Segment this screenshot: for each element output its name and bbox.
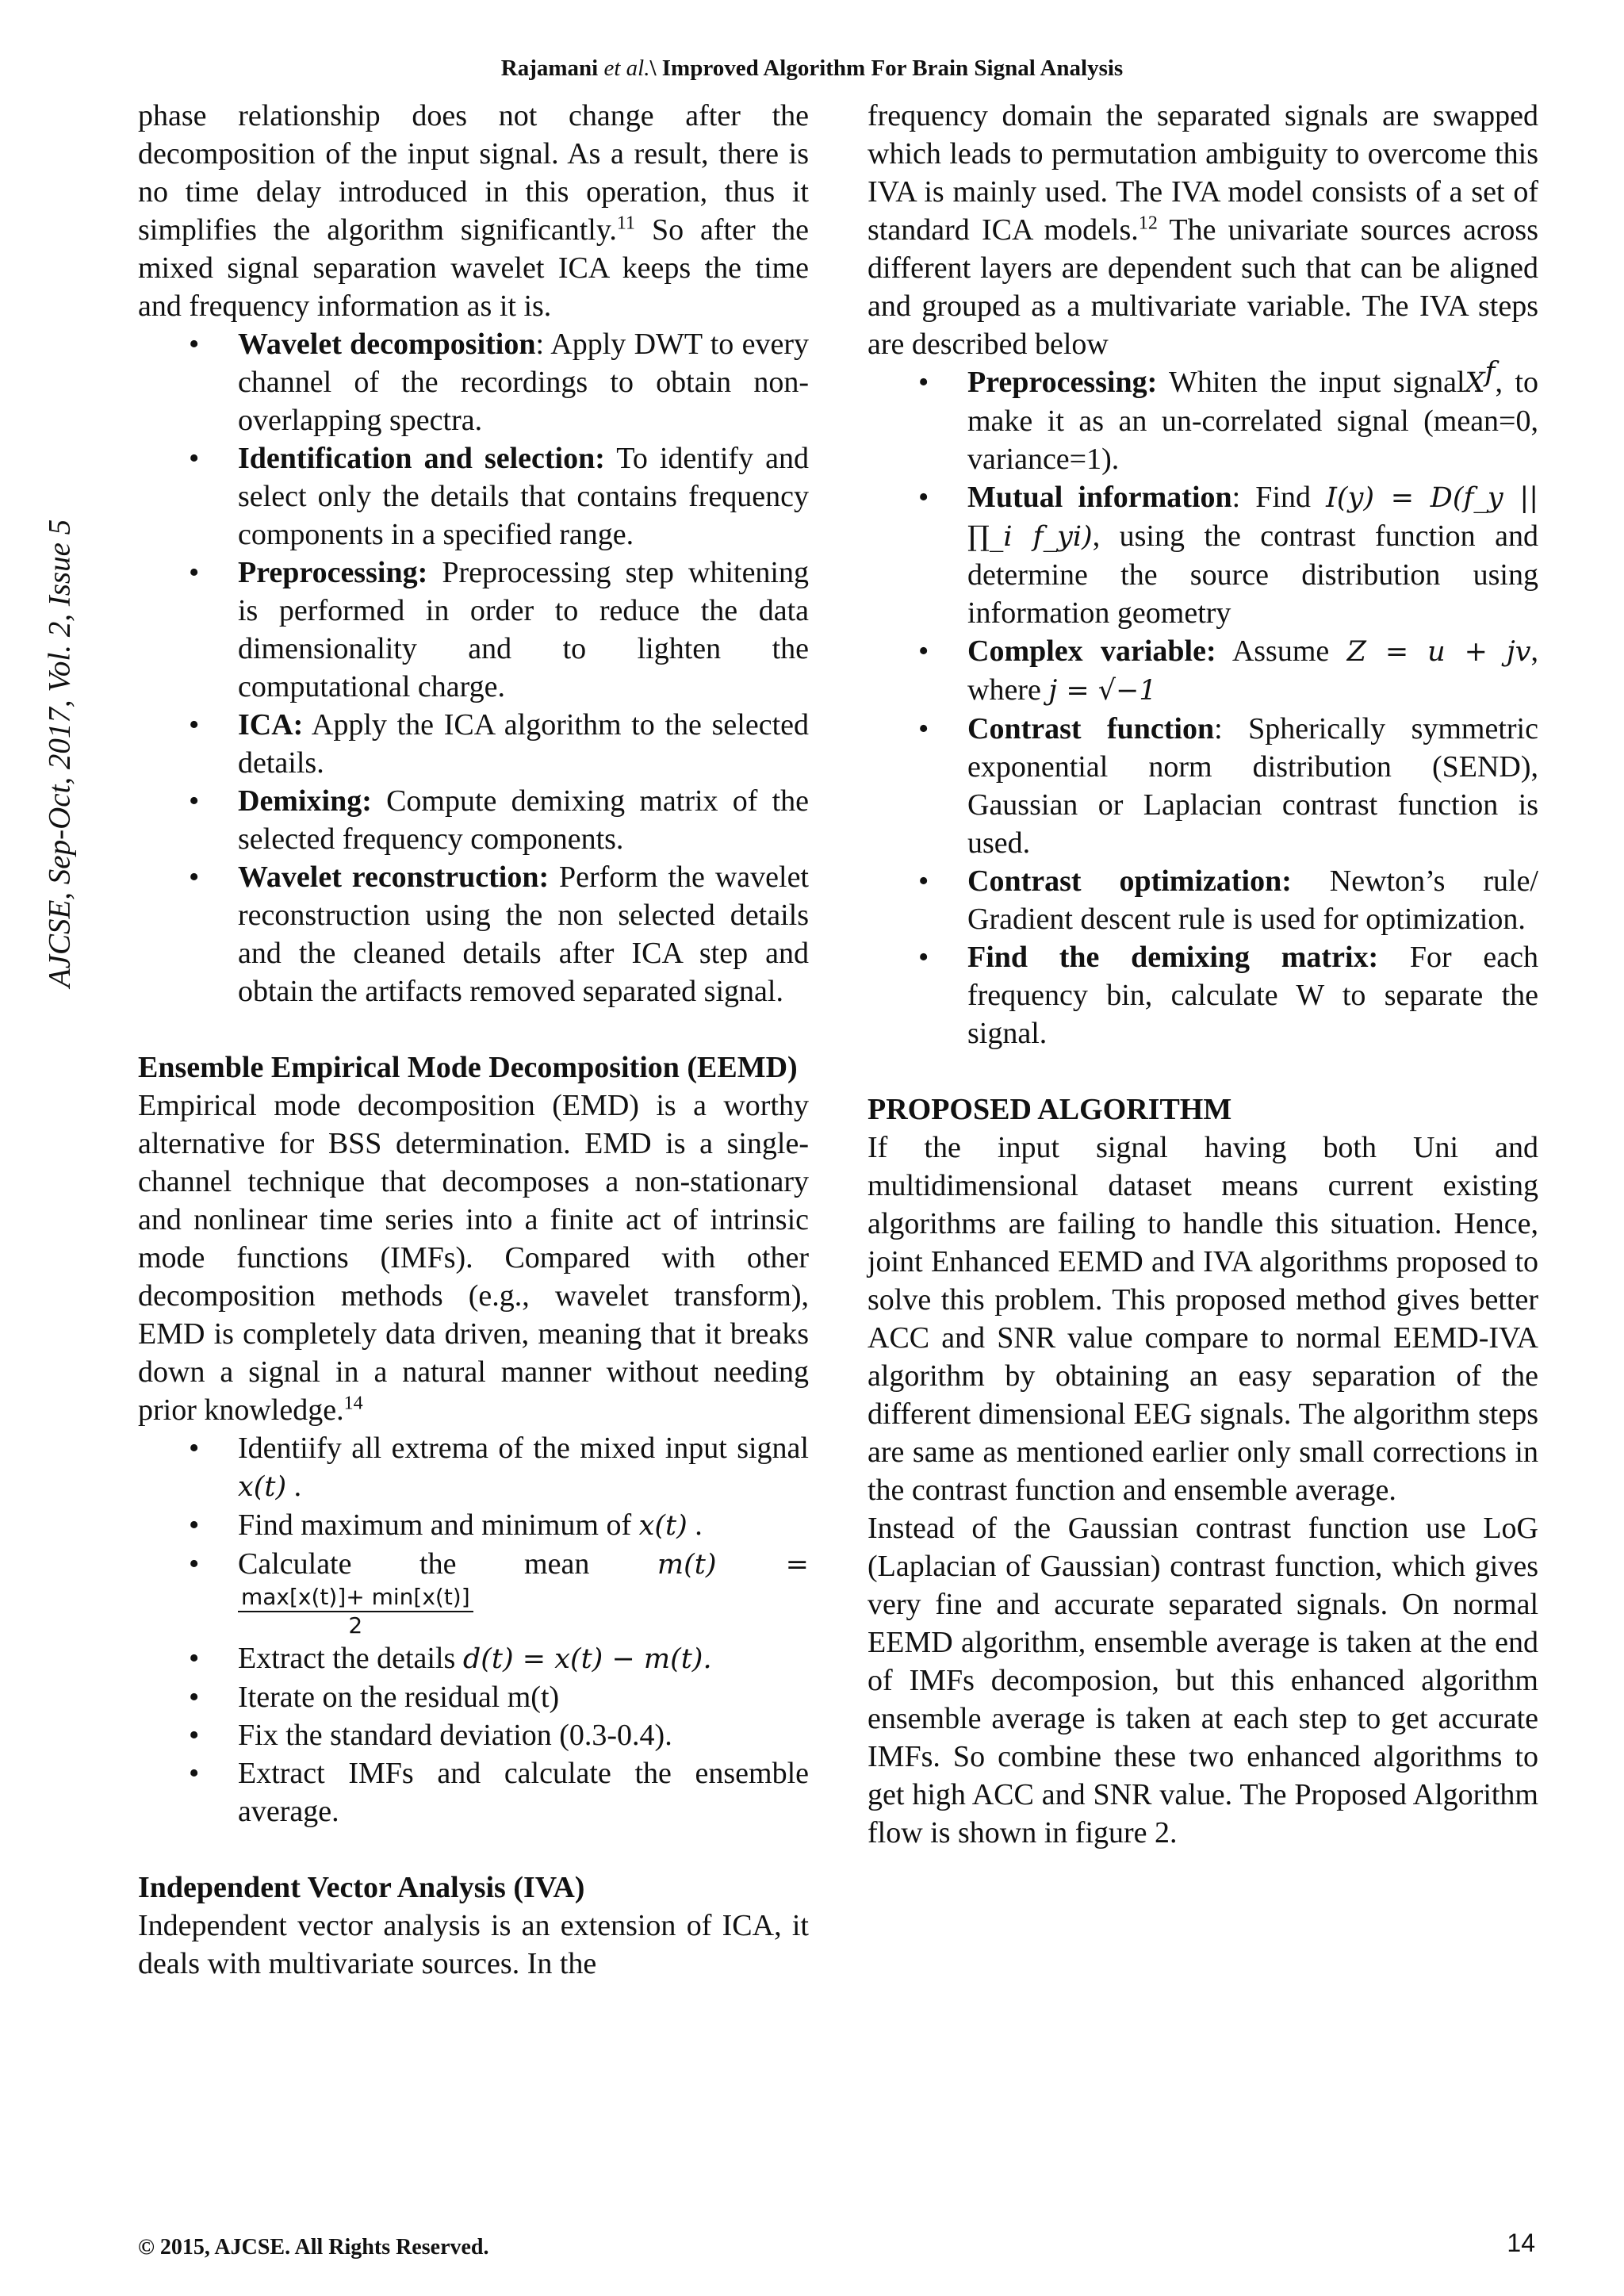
header-etal: et al. [603,56,650,81]
fraction-denominator: 2 [348,1612,363,1639]
step-text: Find maximum and minimum of [238,1508,639,1542]
step-text: , to make it as an un-correlated signal (mean=0, variance=1). [967,366,1538,476]
step-term: Contrast function [967,712,1215,746]
list-item [138,325,809,439]
list-item [868,938,1538,1052]
iva-text-cont: The univariate sources across different layers are dependent such that can be aligned and grouped as a multivariate variable. The IVA steps are described below [868,213,1538,361]
list-item: • Extract IMFs and calculate the ensemble average. [138,1754,809,1830]
step-term: Wavelet reconstruction: [238,861,550,894]
mean-fraction [238,1584,473,1639]
step-text: . [286,1470,302,1503]
iva-continued-paragraph [868,97,1538,363]
wavelet-ica-steps [138,325,809,1010]
citation-ref: 11 [616,213,635,234]
list-item [868,478,1538,632]
list-item: • Fix the standard deviation (0.3-0.4). [138,1716,809,1754]
right-column [868,97,1538,1852]
step-text: . [687,1508,703,1542]
page-number: 14 [1507,2229,1535,2257]
iva-heading: Independent Vector Analysis (IVA) [138,1871,585,1904]
step-term: Preprocessing: [967,366,1158,399]
list-item [138,1429,809,1506]
step-text: : Find [1231,481,1327,514]
math-expr: j = √−1 [1048,675,1157,707]
citation-ref: 12 [1138,213,1158,234]
step-text: , where [967,634,1538,707]
math-superscript: f [1484,356,1496,389]
step-term: Find the demixing matrix: [967,941,1379,974]
step-term: Demixing: [238,784,372,818]
list-item [138,439,809,554]
step-term: Wavelet decomposition [238,328,536,361]
step-text: : Apply DWT to every channel of the recordings to obtain non-overlapping spectra. [238,328,809,437]
iva-steps [868,356,1539,1052]
step-text: Perform the wavelet reconstruction using the non selected details and the cleaned details after ICA step and obtain the artifacts removed separated signal. [238,861,809,1008]
step-text: Newton’s rule/ Gradient descent rule is used for optimization. [967,864,1538,936]
proposed-paragraph-1: If the input signal having both Uni and multidimensional dataset means current existing algorithms are failing to handle this situation. Hence, joint Enhanced EEMD and IVA algorithms proposed to solve this problem. This proposed method gives better ACC and SNR value compare to normal EEMD-IVA algorithm by obtaining an easy separation of the different dimensional EEG signals. The algorithm steps are same as mentioned earlier only small corrections in the contrast function and ensemble average. [868,1131,1538,1507]
eemd-steps [138,1429,809,1830]
step-text: Extract the details [238,1642,463,1675]
step-text: Apply the ICA algorithm to the selected details. [238,708,809,780]
list-item [138,1545,809,1639]
list-item [868,862,1538,938]
step-term: Contrast optimization: [967,864,1292,898]
left-column [138,97,809,1983]
list-item [138,554,809,706]
list-item [868,632,1538,710]
list-item [138,706,809,782]
math-expr: I(y) = D(f_y || ∏_i f_yi) [967,482,1539,553]
journal-citation: AJCSE, Sep-Oct, 2017, Vol. 2, Issue 5 [42,519,77,988]
running-header [0,56,1624,82]
header-title: \ Improved Algorithm For Brain Signal Analysis [649,56,1124,81]
intro-paragraph [138,97,809,325]
list-item [138,1639,809,1678]
step-term: Mutual information [967,481,1232,514]
step-text: Identiify all extrema of the mixed input signal [238,1432,809,1465]
math-expr: m(t) = [657,1549,810,1581]
intro-text: phase relationship does not change after the decomposition of the input signal. As a result, there is no time delay introduced in this operation, thus it simplifies the algorithm significantly. [138,99,809,247]
iva-paragraph: Independent vector analysis is an extension of ICA, it deals with multivariate sources. In the [138,1909,809,1980]
math-expr: X [1465,367,1485,399]
header-author: Rajamani [500,56,599,81]
math-expr: x(t) [238,1471,287,1503]
copyright-footer: © 2015, AJCSE. All Rights Reserved. [138,2235,489,2260]
step-text: , using the contrast function and determine the source distribution using information geometry [967,519,1538,630]
step-term: Identification and selection: [238,442,605,475]
list-item [868,356,1538,478]
list-item [138,1506,809,1545]
math-expr: d(t) = x(t) − m(t). [462,1643,712,1675]
step-term: Complex variable: [967,634,1216,668]
eemd-heading: Ensemble Empirical Mode Decomposition (EEMD) [138,1051,798,1084]
step-text: Whiten the input signal [1157,366,1465,399]
list-item [138,782,809,858]
step-text: : Spherically symmetric exponential norm distribution (SEND), Gaussian or Laplacian contrast function is used. [967,712,1538,860]
step-term: ICA: [238,708,304,742]
math-expr: x(t) [638,1510,688,1542]
eemd-paragraph [138,1087,809,1429]
eemd-text: Empirical mode decomposition (EMD) is a worthy alternative for BSS determination. EMD is a single-channel technique that decomposes a non-stationary and nonlinear time series into a finite act of intrinsic mode functions (IMFs). Compared with other decomposition methods (e.g., wavelet transform), EMD is completely data driven, meaning that it breaks down a signal in a natural manner without needing prior knowledge. [138,1089,809,1427]
step-text: Preprocessing step whitening is performed in order to reduce the data dimensionality and to lighten the computational charge. [238,556,809,703]
step-text: For each frequency bin, calculate W to separate the signal. [967,941,1539,1050]
step-term: Preprocessing: [238,556,428,589]
step-text: To identify and select only the details that contains frequency components in a specified range. [238,442,809,551]
list-item [868,710,1538,862]
step-text: Calculate the mean [238,1547,657,1581]
step-text: Assume [1216,634,1347,668]
intro-text-cont: So after the mixed signal separation wavelet ICA keeps the time and frequency information as it is. [138,213,809,323]
citation-ref: 14 [343,1393,363,1414]
math-expr: Z = u + jv [1346,636,1531,668]
step-text: Compute demixing matrix of the selected frequency components. [238,784,809,856]
proposed-paragraph-2: Instead of the Gaussian contrast function use LoG (Laplacian of Gaussian) contrast function, which gives very fine and accurate separated signals. On normal EEMD algorithm, ensemble average is taken at the end of IMFs decomposion, but this enhanced algorithm ensemble average is taken at each step to get accurate IMFs. So combine these two enhanced algorithms to get high ACC and SNR value. The Proposed Algorithm flow is shown in figure 2. [868,1512,1538,1849]
iva-text: frequency domain the separated signals are swapped which leads to permutation ambiguity to overcome this IVA is mainly used. The IVA model consists of a set of standard ICA models. [868,99,1538,247]
list-item [138,858,809,1010]
proposed-heading: PROPOSED ALGORITHM [868,1093,1232,1126]
fraction-numerator: max[x(t)]+ min[x(t)] [238,1584,473,1612]
list-item: • Iterate on the residual m(t) [138,1678,809,1716]
